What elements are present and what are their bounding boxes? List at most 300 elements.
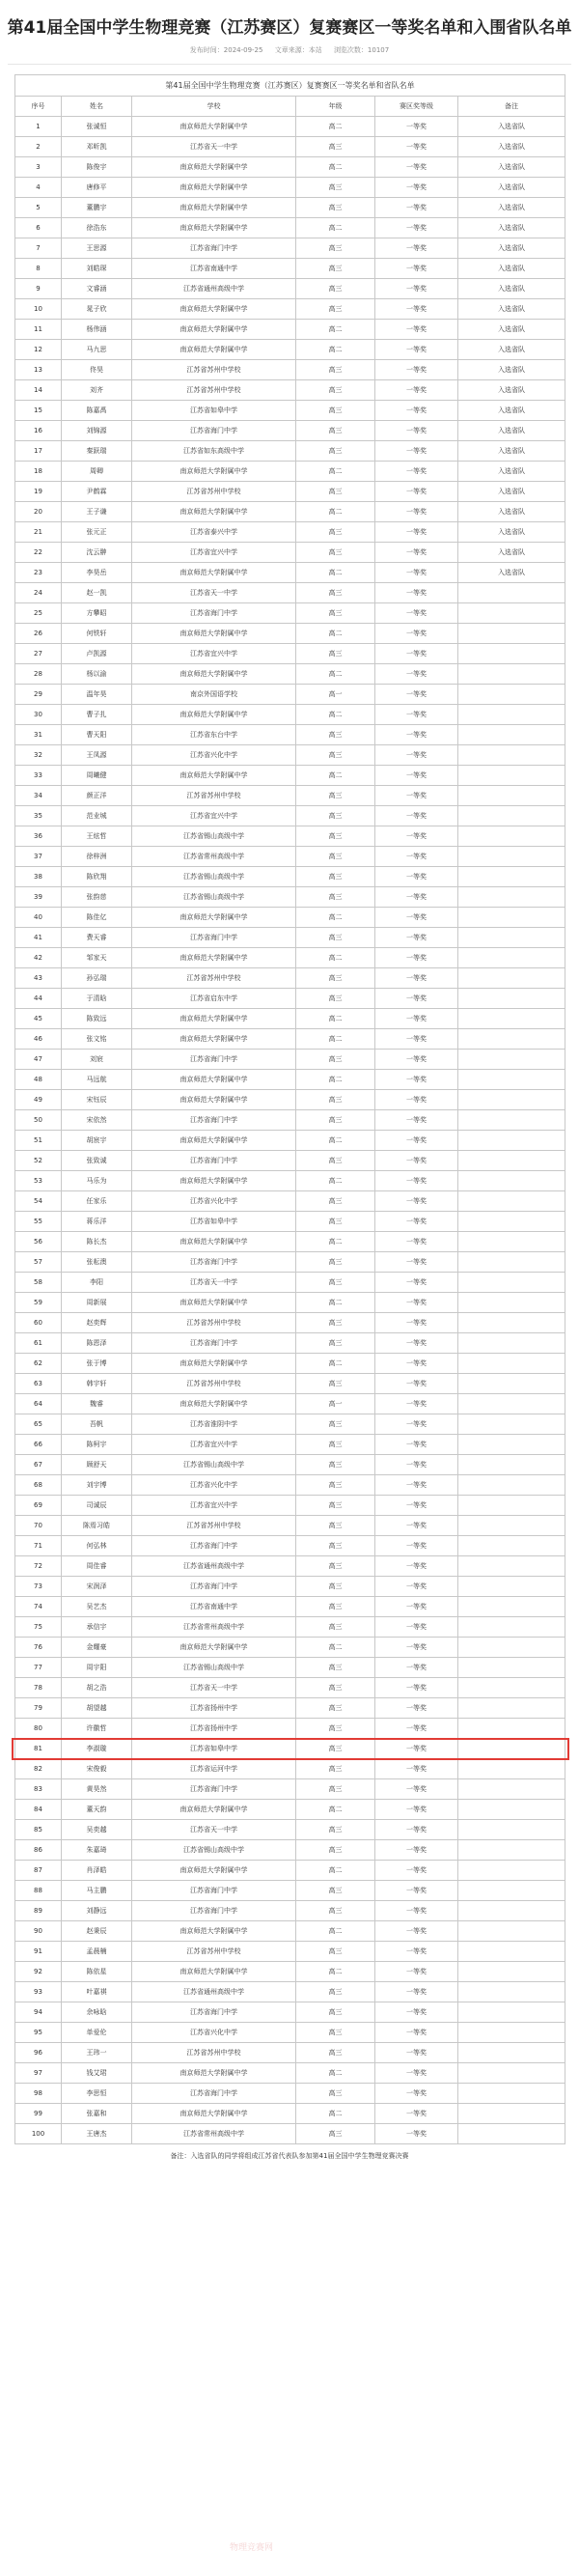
school-cell: 江苏省苏州中学校 bbox=[132, 1374, 296, 1394]
remark-cell bbox=[458, 847, 565, 867]
remark-cell bbox=[458, 725, 565, 745]
grade-cell: 高三 bbox=[296, 360, 375, 380]
table-row bbox=[15, 137, 565, 157]
index-cell: 58 bbox=[15, 1273, 62, 1293]
grade-cell: 高三 bbox=[296, 1050, 375, 1070]
index-cell: 50 bbox=[15, 1110, 62, 1131]
remark-cell bbox=[458, 908, 565, 928]
remark-cell bbox=[458, 603, 565, 624]
table-row bbox=[15, 1070, 565, 1090]
grade-cell: 高三 bbox=[296, 745, 375, 766]
school-cell: 江苏省锡山高级中学 bbox=[132, 887, 296, 908]
award-cell: 一等奖 bbox=[375, 1901, 458, 1921]
remark-cell: 入选省队 bbox=[458, 198, 565, 218]
remark-cell bbox=[458, 1050, 565, 1070]
remark-cell bbox=[458, 1394, 565, 1414]
award-cell: 一等奖 bbox=[375, 583, 458, 603]
grade-cell: 高三 bbox=[296, 2023, 375, 2043]
award-cell: 一等奖 bbox=[375, 360, 458, 380]
award-cell: 一等奖 bbox=[375, 421, 458, 441]
table-row bbox=[15, 1820, 565, 1840]
school-cell: 江苏省海门中学 bbox=[132, 1536, 296, 1556]
name-cell: 颜正洋 bbox=[62, 786, 132, 806]
results-table-container bbox=[14, 74, 565, 2144]
table-row bbox=[15, 583, 565, 603]
school-cell: 江苏省如东高级中学 bbox=[132, 441, 296, 462]
school-cell: 南京师范大学附属中学 bbox=[132, 563, 296, 583]
remark-cell bbox=[458, 1171, 565, 1191]
name-cell: 吾帆 bbox=[62, 1414, 132, 1435]
name-cell: 陈佳亿 bbox=[62, 908, 132, 928]
remark-cell bbox=[458, 1638, 565, 1658]
grade-cell: 高三 bbox=[296, 1617, 375, 1638]
table-row bbox=[15, 218, 565, 238]
school-cell: 南京师范大学附属中学 bbox=[132, 1861, 296, 1881]
award-cell: 一等奖 bbox=[375, 1982, 458, 2002]
table-row bbox=[15, 2063, 565, 2084]
grade-cell: 高三 bbox=[296, 725, 375, 745]
table-row bbox=[15, 766, 565, 786]
name-cell: 徐浩东 bbox=[62, 218, 132, 238]
name-cell: 何铁轩 bbox=[62, 624, 132, 644]
table-row bbox=[15, 847, 565, 867]
grade-cell: 高三 bbox=[296, 928, 375, 948]
remark-cell: 入选省队 bbox=[458, 421, 565, 441]
name-cell: 周卿 bbox=[62, 462, 132, 482]
school-cell: 南京师范大学附属中学 bbox=[132, 908, 296, 928]
index-cell: 92 bbox=[15, 1962, 62, 1982]
remark-cell bbox=[458, 1151, 565, 1171]
school-cell: 江苏省海门中学 bbox=[132, 603, 296, 624]
grade-cell: 高三 bbox=[296, 2002, 375, 2023]
index-cell: 15 bbox=[15, 401, 62, 421]
remark-cell bbox=[458, 1070, 565, 1090]
name-cell: 赵秉辰 bbox=[62, 1921, 132, 1942]
table-row bbox=[15, 1090, 565, 1110]
header-cell-school: 学校 bbox=[132, 97, 296, 117]
remark-cell bbox=[458, 705, 565, 725]
remark-cell: 入选省队 bbox=[458, 563, 565, 583]
grade-cell: 高三 bbox=[296, 1212, 375, 1232]
table-row bbox=[15, 2023, 565, 2043]
name-cell: 司诚辰 bbox=[62, 1496, 132, 1516]
award-cell: 一等奖 bbox=[375, 1414, 458, 1435]
name-cell: 马主鹏 bbox=[62, 1881, 132, 1901]
name-cell: 周新展 bbox=[62, 1293, 132, 1313]
school-cell: 南京师范大学附属中学 bbox=[132, 1394, 296, 1414]
grade-cell: 高三 bbox=[296, 1658, 375, 1678]
award-cell: 一等奖 bbox=[375, 320, 458, 340]
index-cell: 9 bbox=[15, 279, 62, 299]
header-cell-name: 姓名 bbox=[62, 97, 132, 117]
table-row bbox=[15, 482, 565, 502]
name-cell: 陈恩泽 bbox=[62, 1333, 132, 1354]
grade-cell: 高二 bbox=[296, 1293, 375, 1313]
remark-cell: 入选省队 bbox=[458, 259, 565, 279]
table-row bbox=[15, 522, 565, 543]
name-cell: 钱艾珺 bbox=[62, 2063, 132, 2084]
award-cell: 一等奖 bbox=[375, 1942, 458, 1962]
name-cell: 王唐杰 bbox=[62, 2124, 132, 2144]
remark-cell: 入选省队 bbox=[458, 157, 565, 178]
award-cell: 一等奖 bbox=[375, 1232, 458, 1252]
award-cell: 一等奖 bbox=[375, 928, 458, 948]
school-cell: 南京师范大学附属中学 bbox=[132, 1638, 296, 1658]
grade-cell: 高三 bbox=[296, 1678, 375, 1698]
grade-cell: 高二 bbox=[296, 1638, 375, 1658]
name-cell: 尹鹤霖 bbox=[62, 482, 132, 502]
index-cell: 59 bbox=[15, 1293, 62, 1313]
award-cell: 一等奖 bbox=[375, 1090, 458, 1110]
index-cell: 94 bbox=[15, 2002, 62, 2023]
remark-cell bbox=[458, 806, 565, 826]
award-cell: 一等奖 bbox=[375, 989, 458, 1009]
award-cell: 一等奖 bbox=[375, 1313, 458, 1333]
grade-cell: 高三 bbox=[296, 1151, 375, 1171]
school-cell: 南京师范大学附属中学 bbox=[132, 1090, 296, 1110]
school-cell: 江苏省苏州中学校 bbox=[132, 380, 296, 401]
table-row bbox=[15, 462, 565, 482]
index-cell: 100 bbox=[15, 2124, 62, 2144]
name-cell: 晁子欣 bbox=[62, 299, 132, 320]
award-cell: 一等奖 bbox=[375, 1435, 458, 1455]
school-cell: 江苏省如皋中学 bbox=[132, 1212, 296, 1232]
grade-cell: 高三 bbox=[296, 1840, 375, 1861]
award-cell: 一等奖 bbox=[375, 117, 458, 137]
article-source: 文章来源：本站 bbox=[274, 46, 322, 54]
school-cell: 江苏省海门中学 bbox=[132, 1110, 296, 1131]
table-row bbox=[15, 1435, 565, 1455]
school-cell: 南京师范大学附属中学 bbox=[132, 2104, 296, 2124]
school-cell: 江苏省通州高级中学 bbox=[132, 1982, 296, 2002]
table-row bbox=[15, 340, 565, 360]
index-cell: 68 bbox=[15, 1475, 62, 1496]
grade-cell: 高二 bbox=[296, 2104, 375, 2124]
grade-cell: 高三 bbox=[296, 968, 375, 989]
grade-cell: 高三 bbox=[296, 826, 375, 847]
school-cell: 江苏省运河中学 bbox=[132, 1759, 296, 1779]
school-cell: 江苏省苏州中学校 bbox=[132, 968, 296, 989]
table-row bbox=[15, 320, 565, 340]
index-cell: 13 bbox=[15, 360, 62, 380]
award-cell: 一等奖 bbox=[375, 1110, 458, 1131]
award-cell: 一等奖 bbox=[375, 462, 458, 482]
remark-cell bbox=[458, 1719, 565, 1739]
table-row bbox=[15, 1151, 565, 1171]
table-row bbox=[15, 624, 565, 644]
school-cell: 江苏省常州高级中学 bbox=[132, 847, 296, 867]
name-cell: 周宇阳 bbox=[62, 1658, 132, 1678]
index-cell: 23 bbox=[15, 563, 62, 583]
remark-cell: 入选省队 bbox=[458, 441, 565, 462]
remark-cell bbox=[458, 664, 565, 685]
index-cell: 4 bbox=[15, 178, 62, 198]
award-cell: 一等奖 bbox=[375, 401, 458, 421]
award-cell: 一等奖 bbox=[375, 238, 458, 259]
school-cell: 南京师范大学附属中学 bbox=[132, 1354, 296, 1374]
remark-cell bbox=[458, 1455, 565, 1475]
award-cell: 一等奖 bbox=[375, 1293, 458, 1313]
remark-cell bbox=[458, 948, 565, 968]
grade-cell: 高三 bbox=[296, 1313, 375, 1333]
grade-cell: 高三 bbox=[296, 441, 375, 462]
remark-cell bbox=[458, 1333, 565, 1354]
remark-cell bbox=[458, 1678, 565, 1698]
school-cell: 南京师范大学附属中学 bbox=[132, 299, 296, 320]
remark-cell bbox=[458, 786, 565, 806]
name-cell: 温年昊 bbox=[62, 685, 132, 705]
grade-cell: 高三 bbox=[296, 1779, 375, 1800]
index-cell: 14 bbox=[15, 380, 62, 401]
grade-cell: 高一 bbox=[296, 685, 375, 705]
school-cell: 南京师范大学附属中学 bbox=[132, 218, 296, 238]
remark-cell bbox=[458, 1293, 565, 1313]
school-cell: 江苏省海门中学 bbox=[132, 1151, 296, 1171]
index-cell: 65 bbox=[15, 1414, 62, 1435]
grade-cell: 高三 bbox=[296, 1901, 375, 1921]
award-cell: 一等奖 bbox=[375, 1698, 458, 1719]
remark-cell: 入选省队 bbox=[458, 299, 565, 320]
index-cell: 37 bbox=[15, 847, 62, 867]
table-row bbox=[15, 1313, 565, 1333]
header-cell-index: 序号 bbox=[15, 97, 62, 117]
school-cell: 江苏省海门中学 bbox=[132, 421, 296, 441]
name-cell: 李昊岳 bbox=[62, 563, 132, 583]
award-cell: 一等奖 bbox=[375, 563, 458, 583]
grade-cell: 高三 bbox=[296, 421, 375, 441]
award-cell: 一等奖 bbox=[375, 826, 458, 847]
grade-cell: 高二 bbox=[296, 1354, 375, 1374]
grade-cell: 高三 bbox=[296, 1942, 375, 1962]
name-cell: 胡之浩 bbox=[62, 1678, 132, 1698]
name-cell: 范业城 bbox=[62, 806, 132, 826]
award-cell: 一等奖 bbox=[375, 1719, 458, 1739]
award-cell: 一等奖 bbox=[375, 847, 458, 867]
remark-cell: 入选省队 bbox=[458, 279, 565, 299]
award-cell: 一等奖 bbox=[375, 1354, 458, 1374]
grade-cell: 高三 bbox=[296, 1698, 375, 1719]
grade-cell: 高二 bbox=[296, 1921, 375, 1942]
remark-cell bbox=[458, 1921, 565, 1942]
remark-cell: 入选省队 bbox=[458, 320, 565, 340]
grade-cell: 高三 bbox=[296, 1252, 375, 1273]
table-row bbox=[15, 1029, 565, 1050]
name-cell: 王炫哲 bbox=[62, 826, 132, 847]
name-cell: 刘宸 bbox=[62, 1050, 132, 1070]
table-row bbox=[15, 1881, 565, 1901]
index-cell: 31 bbox=[15, 725, 62, 745]
award-cell: 一等奖 bbox=[375, 786, 458, 806]
school-cell: 江苏省东台中学 bbox=[132, 725, 296, 745]
table-row bbox=[15, 1921, 565, 1942]
index-cell: 53 bbox=[15, 1171, 62, 1191]
remark-cell bbox=[458, 1556, 565, 1577]
publish-time: 发布时间：2024-09-25 bbox=[189, 46, 263, 54]
school-cell: 江苏省天一中学 bbox=[132, 1273, 296, 1293]
index-cell: 82 bbox=[15, 1759, 62, 1779]
name-cell: 徐梓洲 bbox=[62, 847, 132, 867]
name-cell: 宋润泽 bbox=[62, 1577, 132, 1597]
grade-cell: 高三 bbox=[296, 1414, 375, 1435]
index-cell: 74 bbox=[15, 1597, 62, 1617]
table-row bbox=[15, 1901, 565, 1921]
school-cell: 江苏省锡山高级中学 bbox=[132, 867, 296, 887]
school-cell: 江苏省锡山高级中学 bbox=[132, 826, 296, 847]
table-row bbox=[15, 1110, 565, 1131]
table-row bbox=[15, 299, 565, 320]
name-cell: 承信宇 bbox=[62, 1617, 132, 1638]
school-cell: 南京师范大学附属中学 bbox=[132, 1800, 296, 1820]
table-row bbox=[15, 279, 565, 299]
grade-cell: 高三 bbox=[296, 380, 375, 401]
view-count: 浏览次数：10107 bbox=[333, 46, 390, 54]
name-cell: 王思源 bbox=[62, 238, 132, 259]
table-row bbox=[15, 1475, 565, 1496]
award-cell: 一等奖 bbox=[375, 867, 458, 887]
table-row bbox=[15, 380, 565, 401]
remark-cell: 入选省队 bbox=[458, 218, 565, 238]
table-row bbox=[15, 745, 565, 766]
index-cell: 41 bbox=[15, 928, 62, 948]
name-cell: 李淑璇 bbox=[62, 1739, 132, 1759]
index-cell: 49 bbox=[15, 1090, 62, 1110]
school-cell: 江苏省启东中学 bbox=[132, 989, 296, 1009]
grade-cell: 高二 bbox=[296, 563, 375, 583]
table-row bbox=[15, 1496, 565, 1516]
grade-cell: 高二 bbox=[296, 948, 375, 968]
header-cell-grade: 年级 bbox=[296, 97, 375, 117]
name-cell: 刘皓琛 bbox=[62, 259, 132, 279]
divider bbox=[8, 64, 571, 65]
remark-cell bbox=[458, 644, 565, 664]
grade-cell: 高三 bbox=[296, 238, 375, 259]
grade-cell: 高二 bbox=[296, 502, 375, 522]
name-cell: 刘锦源 bbox=[62, 421, 132, 441]
award-cell: 一等奖 bbox=[375, 1029, 458, 1050]
table-row bbox=[15, 1962, 565, 1982]
index-cell: 89 bbox=[15, 1901, 62, 1921]
grade-cell: 高三 bbox=[296, 1739, 375, 1759]
table-row bbox=[15, 1800, 565, 1820]
award-cell: 一等奖 bbox=[375, 1151, 458, 1171]
award-cell: 一等奖 bbox=[375, 482, 458, 502]
table-row bbox=[15, 421, 565, 441]
school-cell: 江苏省天一中学 bbox=[132, 583, 296, 603]
remark-cell bbox=[458, 1779, 565, 1800]
remark-cell bbox=[458, 1232, 565, 1252]
grade-cell: 高二 bbox=[296, 157, 375, 178]
grade-cell: 高二 bbox=[296, 908, 375, 928]
remark-cell bbox=[458, 2124, 565, 2144]
school-cell: 江苏省海门中学 bbox=[132, 238, 296, 259]
school-cell: 江苏省常州高级中学 bbox=[132, 1617, 296, 1638]
table-row bbox=[15, 826, 565, 847]
grade-cell: 高二 bbox=[296, 1861, 375, 1881]
name-cell: 陈欣翔 bbox=[62, 867, 132, 887]
award-cell: 一等奖 bbox=[375, 218, 458, 238]
table-row bbox=[15, 1942, 565, 1962]
table-row bbox=[15, 887, 565, 908]
grade-cell: 高二 bbox=[296, 624, 375, 644]
name-cell: 曹天阳 bbox=[62, 725, 132, 745]
grade-cell: 高二 bbox=[296, 340, 375, 360]
school-cell: 江苏省宜兴中学 bbox=[132, 644, 296, 664]
name-cell: 刘宇博 bbox=[62, 1475, 132, 1496]
award-cell: 一等奖 bbox=[375, 1921, 458, 1942]
school-cell: 江苏省锡山高级中学 bbox=[132, 1455, 296, 1475]
grade-cell: 高二 bbox=[296, 218, 375, 238]
name-cell: 金耀豪 bbox=[62, 1638, 132, 1658]
name-cell: 吴奕越 bbox=[62, 1820, 132, 1840]
table-row bbox=[15, 1597, 565, 1617]
school-cell: 江苏省扬州中学 bbox=[132, 1698, 296, 1719]
award-cell: 一等奖 bbox=[375, 968, 458, 989]
grade-cell: 高三 bbox=[296, 1516, 375, 1536]
remark-cell bbox=[458, 2084, 565, 2104]
school-cell: 江苏省宜兴中学 bbox=[132, 1496, 296, 1516]
award-cell: 一等奖 bbox=[375, 664, 458, 685]
grade-cell: 高三 bbox=[296, 583, 375, 603]
grade-cell: 高三 bbox=[296, 2124, 375, 2144]
name-cell: 周佳睿 bbox=[62, 1556, 132, 1577]
award-cell: 一等奖 bbox=[375, 1070, 458, 1090]
remark-cell bbox=[458, 989, 565, 1009]
index-cell: 69 bbox=[15, 1496, 62, 1516]
index-cell: 87 bbox=[15, 1861, 62, 1881]
article bbox=[0, 17, 579, 2553]
index-cell: 55 bbox=[15, 1212, 62, 1232]
index-cell: 34 bbox=[15, 786, 62, 806]
remark-cell bbox=[458, 583, 565, 603]
grade-cell: 高三 bbox=[296, 806, 375, 826]
index-cell: 83 bbox=[15, 1779, 62, 1800]
remark-cell bbox=[458, 1273, 565, 1293]
index-cell: 96 bbox=[15, 2043, 62, 2063]
grade-cell: 高二 bbox=[296, 1029, 375, 1050]
award-cell: 一等奖 bbox=[375, 1556, 458, 1577]
award-cell: 一等奖 bbox=[375, 624, 458, 644]
school-cell: 江苏省如皋中学 bbox=[132, 401, 296, 421]
award-cell: 一等奖 bbox=[375, 1800, 458, 1820]
index-cell: 54 bbox=[15, 1191, 62, 1212]
award-cell: 一等奖 bbox=[375, 1962, 458, 1982]
school-cell: 江苏省苏州中学校 bbox=[132, 786, 296, 806]
grade-cell: 高二 bbox=[296, 766, 375, 786]
index-cell: 99 bbox=[15, 2104, 62, 2124]
remark-cell bbox=[458, 1009, 565, 1029]
table-row bbox=[15, 948, 565, 968]
grade-cell: 高三 bbox=[296, 482, 375, 502]
school-cell: 江苏省海门中学 bbox=[132, 1779, 296, 1800]
index-cell: 27 bbox=[15, 644, 62, 664]
name-cell: 陈致远 bbox=[62, 1009, 132, 1029]
award-cell: 一等奖 bbox=[375, 1050, 458, 1070]
school-cell: 南京师范大学附属中学 bbox=[132, 117, 296, 137]
table-row bbox=[15, 1191, 565, 1212]
grade-cell: 高三 bbox=[296, 522, 375, 543]
school-cell: 江苏省宜兴中学 bbox=[132, 543, 296, 563]
grade-cell: 高三 bbox=[296, 2043, 375, 2063]
grade-cell: 高三 bbox=[296, 1597, 375, 1617]
name-cell: 李阳 bbox=[62, 1273, 132, 1293]
award-cell: 一等奖 bbox=[375, 1009, 458, 1029]
award-cell: 一等奖 bbox=[375, 1759, 458, 1779]
index-cell: 51 bbox=[15, 1131, 62, 1151]
table-row bbox=[15, 178, 565, 198]
table-row bbox=[15, 2124, 565, 2144]
school-cell: 江苏省天一中学 bbox=[132, 137, 296, 157]
award-cell: 一等奖 bbox=[375, 1881, 458, 1901]
